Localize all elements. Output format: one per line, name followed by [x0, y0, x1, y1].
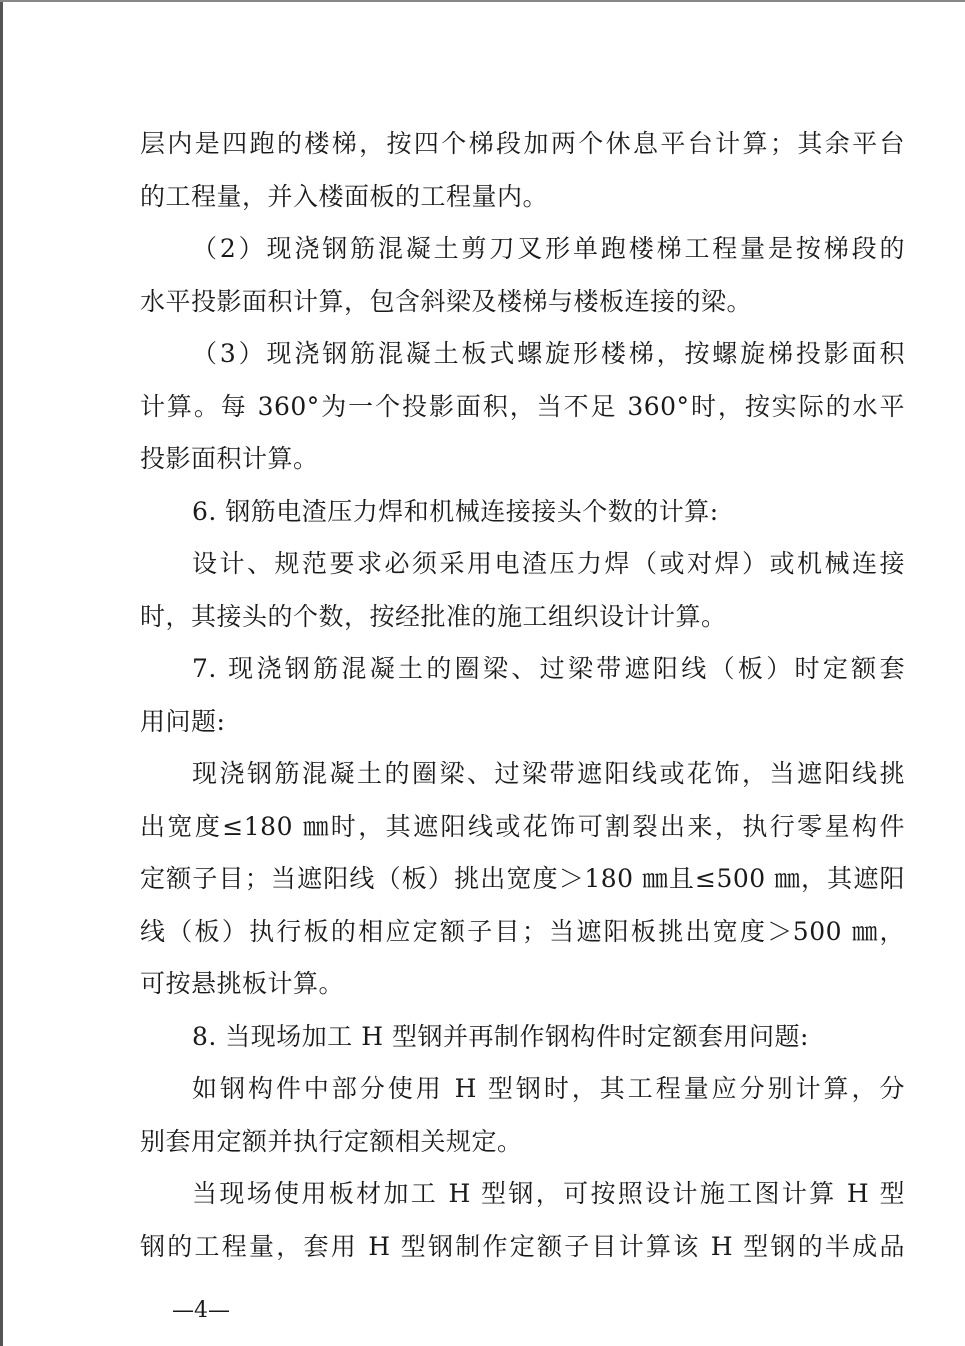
text-line: 现浇钢筋混凝土的圈梁、过梁带遮阳线或花饰，当遮阳线挑	[192, 759, 905, 788]
section-heading: 8. 当现场加工 H 型钢并再制作钢构件时定额套用问题:	[192, 1021, 809, 1051]
text-line: 计算。每 360°为一个投影面积，当不足 360°时，按实际的水平	[140, 391, 905, 421]
page-number: —4—	[172, 1298, 230, 1323]
text-line: 水平投影面积计算，包含斜梁及楼梯与楼板连接的梁。	[140, 286, 753, 316]
text-line: 出宽度≤180 ㎜时，其遮阳线或花饰可割裂出来，执行零星构件	[140, 811, 905, 841]
text-line: 的工程量，并入楼面板的工程量内。	[140, 181, 549, 211]
section-heading: 用问题:	[140, 706, 226, 736]
text-line: 当现场使用板材加工 H 型钢，可按照设计施工图计算 H 型	[192, 1179, 905, 1208]
section-heading: 7. 现浇钢筋混凝土的圈梁、过梁带遮阳线（板）时定额套	[192, 654, 905, 683]
text-line: 线（板）执行板的相应定额子目；当遮阳板挑出宽度＞500 ㎜，	[140, 916, 905, 946]
section-heading: 6. 钢筋电渣压力焊和机械连接接头个数的计算:	[192, 496, 719, 526]
text-line: 可按悬挑板计算。	[140, 969, 345, 998]
text-line: 别套用定额并执行定额相关规定。	[140, 1126, 523, 1156]
text-line: （3）现浇钢筋混凝土板式螺旋形楼梯，按螺旋梯投影面积	[192, 339, 905, 368]
text-line: 时，其接头的个数，按经批准的施工组织设计计算。	[140, 601, 727, 631]
page-scan-top-edge	[0, 0, 965, 2]
text-line: 投影面积计算。	[140, 444, 319, 473]
text-line: 层内是四跑的楼梯，按四个梯段加两个休息平台计算；其余平台	[140, 129, 905, 158]
text-line: （2）现浇钢筋混凝土剪刀叉形单跑楼梯工程量是按梯段的	[192, 234, 905, 263]
text-line: 定额子目；当遮阳线（板）挑出宽度＞180 ㎜且≤500 ㎜，其遮阳	[140, 864, 905, 893]
document-body	[140, 118, 905, 1273]
page-scan-edge	[0, 0, 3, 1346]
text-line: 设计、规范要求必须采用电渣压力焊（或对焊）或机械连接	[192, 549, 905, 578]
text-line: 钢的工程量，套用 H 型钢制作定额子目计算该 H 型钢的半成品	[140, 1231, 905, 1261]
text-line: 如钢构件中部分使用 H 型钢时，其工程量应分别计算，分	[192, 1074, 905, 1103]
